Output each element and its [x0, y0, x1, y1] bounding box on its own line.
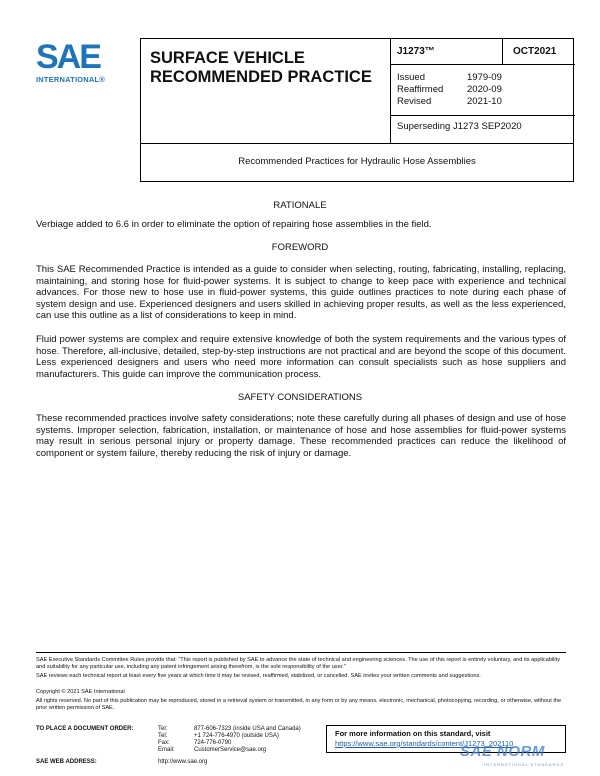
- date-label: Revised: [397, 96, 432, 107]
- watermark: SAE NORM: [460, 743, 545, 760]
- footer-copyright: Copyright © 2021 SAE International: [36, 689, 125, 695]
- date-label: Issued: [397, 72, 425, 83]
- foreword-paragraph-2: Fluid power systems are complex and require extensive knowledge of both the system requirements and the various types of hose. Therefore, all-inclusive, detailed, step-by-step instructions are not practical and are beyond the scope of this document. Less experienced designers and users who need more information can consult specialists such as hose suppliers and manufacturers. This guide can improve the communication process.: [36, 334, 566, 380]
- document-subtitle: Recommended Practices for Hydraulic Hose Assemblies: [141, 143, 573, 181]
- date-value: 1979-09: [467, 72, 502, 83]
- contact-email[interactable]: CustomerService@sae.org: [194, 747, 267, 753]
- header-divider: [391, 115, 575, 116]
- date-label: Reaffirmed: [397, 84, 444, 95]
- safety-text: These recommended practices involve safety considerations; note these carefully during all phases of design and use of hose systems. Improper selection, fabrication, installation, or maintenance of hose and hose assemblies for fluid-power systems may result in serious personal injury or property damage. These recommended practices can reduce the likelihood of component or system failure, thereby reducing the risk of injury or damage.: [36, 413, 566, 459]
- document-date: OCT2021: [503, 39, 575, 65]
- safety-heading: SAFETY CONSIDERATIONS: [237, 392, 363, 403]
- contact-key: Email:: [158, 747, 175, 753]
- rationale-heading: RATIONALE: [273, 200, 327, 211]
- superseding-note: Superseding J1273 SEP2020: [397, 121, 522, 132]
- footer-rights: All rights reserved. No part of this publication may be reproduced, stored in a retrieval system or transmitted, in any form or by any means, electronic, mechanical, photocopying, recording, or otherwise, without the prior written permission of SAE.: [36, 698, 562, 711]
- web-url[interactable]: http://www.sae.org: [158, 759, 208, 765]
- web-address: [36, 759, 207, 765]
- document-dates: [397, 72, 502, 108]
- footer-rules: SAE Executive Standards Committee Rules provide that: “This report is published by SAE to advance the state of technical and engineering sciences. The use of this report is entirely voluntary, and its applicability and suitability for any particular use, including any patent infringement arising therefrom, is the sole responsibility of the user.”: [36, 657, 561, 670]
- web-label: SAE WEB ADDRESS:: [36, 759, 97, 765]
- header-title-cell: [141, 39, 391, 143]
- footer-rule: [36, 652, 566, 653]
- more-info-text: For more information on this standard, visit: [335, 729, 491, 738]
- logo-subtitle: INTERNATIONAL®: [36, 75, 106, 84]
- logo-mark: SAE: [36, 38, 100, 76]
- document-header: [140, 38, 574, 182]
- foreword-paragraph-1: This SAE Recommended Practice is intended as a guide to consider when selecting, routing, fabricating, installing, replacing, maintaining, and storing hose for fluid-power systems. It is subject to change to keep pace with experience and technical advances. For those new to hose use in fluid-power systems, this guide outlines practices to note during each phase of system design and use. Experienced designers and users skilled in achieving proper results, as well as the less experienced, can use this outline as a list of considerations to keep in mind.: [36, 264, 566, 321]
- contact-key: Fax:: [158, 740, 170, 746]
- document-type-title: [150, 49, 372, 87]
- footer-review: SAE reviews each technical report at least every five years at which time it may be revised, reaffirmed, stabilized, or cancelled. SAE invites your written comments and suggestions.: [36, 673, 481, 679]
- date-row-revised: [397, 96, 502, 108]
- title-line-2: RECOMMENDED PRACTICE: [150, 68, 372, 86]
- date-row-reaffirmed: [397, 84, 502, 96]
- contact-value: 877-606-7323 (inside USA and Canada): [194, 726, 301, 732]
- date-value: 2020-09: [467, 84, 502, 95]
- watermark-sub: INTERNATIONAL STANDARDS: [484, 762, 565, 767]
- contact-key: Tel:: [158, 726, 168, 732]
- sae-logo: [36, 40, 136, 84]
- contact-value: +1 724-776-4970 (outside USA): [194, 733, 279, 739]
- foreword-heading: FOREWORD: [271, 242, 329, 253]
- date-value: 2021-10: [467, 96, 502, 107]
- standard-link[interactable]: https://www.sae.org/standards/content/J1273_202110: [335, 739, 514, 748]
- date-row-issued: [397, 72, 502, 84]
- order-label: TO PLACE A DOCUMENT ORDER:: [36, 726, 134, 732]
- contact-value: 724-776-0790: [194, 740, 232, 746]
- rationale-text: Verbiage added to 6.6 in order to eliminate the option of repairing hose assemblies in the field.: [36, 219, 432, 230]
- title-line-1: SURFACE VEHICLE: [150, 49, 305, 67]
- contact-key: Tel:: [158, 733, 168, 739]
- document-number: J1273™: [391, 39, 503, 65]
